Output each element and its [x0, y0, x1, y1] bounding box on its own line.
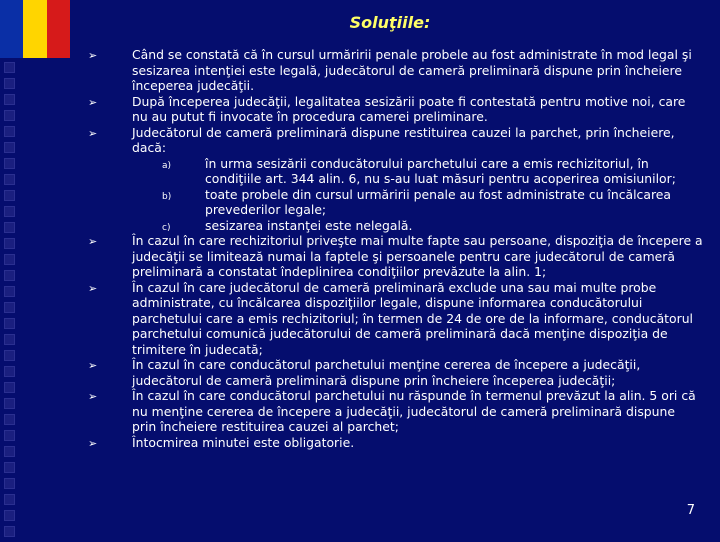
decorative-square	[4, 190, 15, 201]
decorative-square	[4, 78, 15, 89]
decorative-square	[4, 238, 15, 249]
arrow-bullet-icon: ➢	[88, 126, 98, 140]
decorative-square	[4, 366, 15, 377]
decorative-square	[4, 94, 15, 105]
decorative-square	[4, 526, 15, 537]
list-item	[88, 435, 703, 451]
sub-item	[88, 156, 703, 187]
list-item-text: Judecătorul de cameră preliminară dispune restituirea cauzei la parchet, prin încheiere, dacă:	[132, 124, 675, 155]
list-item-text: Întocmirea minutei este obligatorie.	[132, 434, 355, 450]
list-item	[88, 388, 703, 435]
decorative-square	[4, 510, 15, 521]
arrow-bullet-icon: ➢	[88, 359, 98, 372]
list-item-text: În cazul în care rechizitoriul priveşte mai multe fapte sau persoane, dispoziţia de începere a judecăţii se limitează numai la faptele şi persoanele pentru care judecătorul de cameră preliminară a constatat îndeplinirea condiţiilor prevăzute la alin. 1;	[132, 233, 703, 279]
decorative-square	[4, 62, 15, 73]
sub-item-text: sesizarea instanţei este nelegală.	[205, 217, 413, 233]
decorative-square	[4, 430, 15, 441]
decorative-square	[4, 142, 15, 153]
decorative-square	[4, 174, 15, 185]
decorative-square	[4, 206, 15, 217]
decorative-square	[4, 302, 15, 313]
decorative-square	[4, 286, 15, 297]
decorative-square	[4, 350, 15, 361]
list-item	[88, 357, 703, 388]
decorative-square	[4, 414, 15, 425]
list-item-text: După începerea judecăţii, legalitatea sesizării poate fi contestată pentru motive noi, care nu au putut fi invocate în procedura camerei preliminare.	[132, 93, 686, 124]
list-item-text: În cazul în care conducătorul parchetului nu răspunde în termenul prevăzut la alin. 5 ori că nu menţine cererea de începere a judecăţii, judecătorul de cameră preliminară dispune prin încheiere restituirea cauzei al parchet;	[132, 388, 696, 434]
page-number: 7	[686, 503, 695, 518]
sub-item	[88, 218, 703, 234]
solutions-list	[88, 47, 703, 450]
arrow-bullet-icon: ➢	[88, 49, 98, 62]
decorative-square	[4, 446, 15, 457]
decorative-square	[4, 158, 15, 169]
sub-item-text: în urma sesizării conducătorului parchetului care a emis rechizitoriul, în condiţiile art. 344 alin. 6, nu s-au luat măsuri pentru acoperirea omisiunilor;	[205, 155, 676, 186]
decorative-square	[4, 110, 15, 121]
sub-item-text: toate probele din cursul urmăririi penale au fost administrate cu încălcarea prevederilor legale;	[205, 186, 672, 217]
decorative-square	[4, 318, 15, 329]
list-item	[88, 280, 703, 358]
decorative-square	[4, 222, 15, 233]
arrow-bullet-icon: ➢	[88, 281, 98, 295]
slide-title: Soluţiile:	[349, 13, 431, 32]
arrow-bullet-icon: ➢	[88, 390, 98, 403]
decorative-square	[4, 126, 15, 137]
list-item-text: În cazul în care judecătorul de cameră preliminară exclude una sau mai multe probe administrate, cu încălcarea dispoziţiilor legale, dispune informarea conducătorului parchetului care a emis rechizitoriul; în termen de 24 de ore de la informare, conducătorul parchetului comunică judecătorului de cameră preliminară dacă menţine dispoziţia de trimitere în judecată;	[132, 279, 693, 357]
decorative-square	[4, 398, 15, 409]
decorative-square	[4, 270, 15, 281]
list-item	[88, 47, 703, 94]
list-item	[88, 233, 703, 280]
decorative-square	[4, 462, 15, 473]
list-item-text: Când se constată că în cursul urmăririi penale probele au fost administrate în mod legal şi sesizarea intenţiei este legală, judecătorul de cameră preliminară dispune prin încheiere începerea judecăţii.	[132, 47, 692, 93]
arrow-bullet-icon: ➢	[88, 235, 98, 248]
decorative-square	[4, 254, 15, 265]
arrow-bullet-icon: ➢	[88, 436, 98, 450]
list-item	[88, 125, 703, 156]
list-item-text: În cazul în care conducătorul parchetului menţine cererea de începere a judecăţii, judecătorul de cameră preliminară dispune prin încheiere începerea judecăţii;	[132, 357, 641, 388]
list-item	[88, 94, 703, 125]
decorative-square-column	[4, 62, 22, 542]
sub-item-label: a)	[162, 160, 172, 171]
arrow-bullet-icon: ➢	[88, 95, 98, 109]
decorative-square	[4, 478, 15, 489]
decorative-square	[4, 382, 15, 393]
decorative-square	[4, 334, 15, 345]
sub-item	[88, 187, 703, 218]
decorative-square	[4, 494, 15, 505]
sub-item-label: c)	[162, 222, 171, 233]
sub-item-label: b)	[162, 191, 172, 202]
